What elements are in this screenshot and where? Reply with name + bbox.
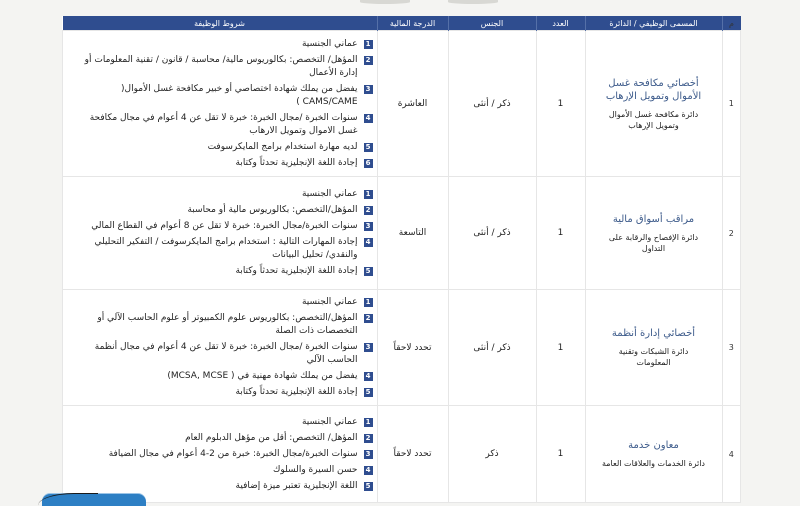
condition-item — [69, 38, 373, 51]
job-title-cell — [585, 406, 722, 503]
conditions-list — [63, 296, 377, 399]
condition-item — [69, 157, 373, 170]
header-title: المسمى الوظيفي / الدائرة — [585, 16, 722, 31]
job-conditions-cell — [63, 290, 378, 406]
condition-text: يفضل من يملك شهادة مهنية في ( MCSA, MCSE) — [167, 371, 358, 381]
job-gender: ذكر / أنثى — [448, 290, 536, 406]
condition-text: المؤهل/ التخصص: أقل من مؤهل الدبلوم العام — [185, 432, 358, 443]
number-badge-icon: 1 — [364, 190, 373, 199]
number-badge-icon: 4 — [364, 372, 373, 381]
job-title-cell — [585, 290, 722, 406]
job-title: أخصائي مكافحة غسل الأموال وتمويل الإرهاب — [605, 77, 702, 102]
job-department: دائرة الخدمات والعلاقات العامة — [601, 459, 705, 468]
job-grade: العاشرة — [377, 31, 448, 177]
condition-item — [69, 188, 373, 201]
condition-item — [69, 204, 373, 217]
number-badge-icon: 1 — [364, 418, 373, 427]
condition-text: إجادة اللغة الإنجليزية تحدثاً وكتابة — [235, 387, 358, 397]
condition-item — [69, 341, 373, 367]
top-decoration-right — [448, 0, 498, 4]
job-title-cell — [585, 177, 722, 290]
job-title: أخصائي إدارة أنظمة — [611, 328, 696, 339]
job-gender: ذكر — [448, 406, 536, 503]
condition-item — [69, 480, 373, 493]
job-department: دائرة مكافحة غسل الأموال وتمويل الإرهاب — [608, 109, 699, 130]
condition-item — [69, 112, 373, 138]
header-grade: الدرجة المالية — [377, 16, 448, 31]
row-index: 1 — [722, 31, 741, 177]
condition-text: إجادة المهارات التالية : استخدام برامج المايكرسوفت / التفكير التحليلي والنقدي/ تحليل البيانات — [94, 237, 358, 260]
table-row — [63, 177, 741, 290]
job-count: 1 — [536, 177, 585, 290]
number-badge-icon: 5 — [364, 388, 373, 397]
table-row — [63, 290, 741, 406]
job-count: 1 — [536, 31, 585, 177]
number-badge-icon: 3 — [364, 222, 373, 231]
condition-item — [69, 464, 373, 477]
jobs-table-container — [62, 16, 741, 503]
number-badge-icon: 3 — [364, 85, 373, 94]
condition-text: عماني الجنسية — [301, 416, 358, 427]
condition-text: المؤهل/التخصص: بكالوريوس علوم الكمبيوتر أو علوم الحاسب الآلي أو التخصصات ذات الصلة — [97, 313, 358, 336]
number-badge-icon: 2 — [364, 434, 373, 443]
condition-text: سنوات الخبرة /مجال الخبرة: خبرة لا تقل عن 4 أعوام في مجال مكافحة غسل الاموال وتمويل الارهاب — [89, 112, 358, 136]
condition-text: عماني الجنسية — [301, 38, 358, 49]
number-badge-icon: 2 — [364, 56, 373, 65]
condition-text: المؤهل/التخصص: بكالوريوس مالية أو محاسبة — [187, 205, 358, 215]
number-badge-icon: 3 — [364, 343, 373, 352]
number-badge-icon: 1 — [364, 298, 373, 307]
condition-item — [69, 370, 373, 383]
number-badge-icon: 3 — [364, 450, 373, 459]
condition-text: إجادة اللغة الإنجليزية تحدثاً وكتابة — [235, 266, 358, 276]
table-row — [63, 31, 741, 177]
condition-item — [69, 386, 373, 399]
number-badge-icon: 6 — [364, 159, 373, 168]
job-grade: تحدد لاحقاً — [377, 406, 448, 503]
job-gender: ذكر / أنثى — [448, 31, 536, 177]
header-conditions: شروط الوظيفة — [63, 16, 378, 31]
condition-text: سنوات الخبرة/مجال الخبرة: خبرة من 2-4 أعوام في مجال الضيافة — [108, 448, 358, 459]
header-count: العدد — [536, 16, 585, 31]
job-conditions-cell — [63, 406, 378, 503]
conditions-list — [63, 416, 377, 493]
row-index: 2 — [722, 177, 741, 290]
conditions-list — [63, 38, 377, 170]
condition-text: يفضل من يملك شهادة اختصاصي أو خبير مكافحة غسل الأموال( CAMS/CAME ) — [121, 83, 358, 107]
condition-text: سنوات الخبرة/مجال الخبرة: خبرة لا تقل عن 8 أعوام في القطاع المالي — [91, 221, 358, 231]
table-row — [63, 406, 741, 503]
condition-item — [69, 236, 373, 262]
job-title: معاون خدمة — [628, 440, 679, 451]
condition-item — [69, 141, 373, 154]
condition-item — [69, 220, 373, 233]
condition-item — [69, 296, 373, 309]
condition-item — [69, 432, 373, 445]
number-badge-icon: 2 — [364, 314, 373, 323]
job-grade: تحدد لاحقاً — [377, 290, 448, 406]
condition-item — [69, 54, 373, 80]
number-badge-icon: 4 — [364, 238, 373, 247]
job-gender: ذكر / أنثى — [448, 177, 536, 290]
condition-text: عماني الجنسية — [301, 189, 358, 199]
number-badge-icon: 2 — [364, 206, 373, 215]
condition-text: المؤهل/ التخصص: بكالوريوس مالية/ محاسبة / قانون / تقنية المعلومات أو إدارة الأعمال — [84, 54, 358, 78]
condition-item — [69, 312, 373, 338]
header-index: م — [722, 16, 741, 31]
condition-item — [69, 416, 373, 429]
row-index: 3 — [722, 290, 741, 406]
job-conditions-cell — [63, 177, 378, 290]
number-badge-icon: 4 — [364, 114, 373, 123]
number-badge-icon: 4 — [364, 466, 373, 475]
condition-text: اللغة الإنجليزية تعتبر ميزة إضافية — [235, 480, 358, 491]
job-conditions-cell — [63, 31, 378, 177]
condition-text: لديه مهارة استخدام برامج المايكرسوفت — [207, 141, 358, 152]
job-grade: التاسعة — [377, 177, 448, 290]
job-count: 1 — [536, 290, 585, 406]
jobs-table — [62, 16, 741, 503]
condition-item — [69, 448, 373, 461]
conditions-list — [63, 188, 377, 278]
header-gender: الجنس — [448, 16, 536, 31]
number-badge-icon: 5 — [364, 143, 373, 152]
condition-text: إجادة اللغة الإنجليزية تحدثاً وكتابة — [235, 157, 358, 168]
top-decoration-left — [360, 0, 410, 4]
table-header-row — [63, 16, 741, 31]
condition-text: حسن السيرة والسلوك — [273, 464, 358, 475]
number-badge-icon: 5 — [364, 482, 373, 491]
condition-text: سنوات الخبرة /مجال الخبرة: خبرة لا تقل عن 4 أعوام في مجال أنظمة الحاسب الآلي — [94, 342, 358, 365]
row-index: 4 — [722, 406, 741, 503]
condition-text: عماني الجنسية — [301, 297, 358, 307]
condition-item — [69, 265, 373, 278]
condition-item — [69, 83, 373, 109]
job-department: دائرة الشبكات وتقنية المعلومات — [618, 347, 689, 367]
job-department: دائرة الإفصاح والرقابة على التداول — [608, 232, 699, 253]
job-title: مراقب أسواق مالية — [612, 213, 695, 225]
job-title-cell — [585, 31, 722, 177]
job-count: 1 — [536, 406, 585, 503]
number-badge-icon: 5 — [364, 267, 373, 276]
number-badge-icon: 1 — [364, 40, 373, 49]
